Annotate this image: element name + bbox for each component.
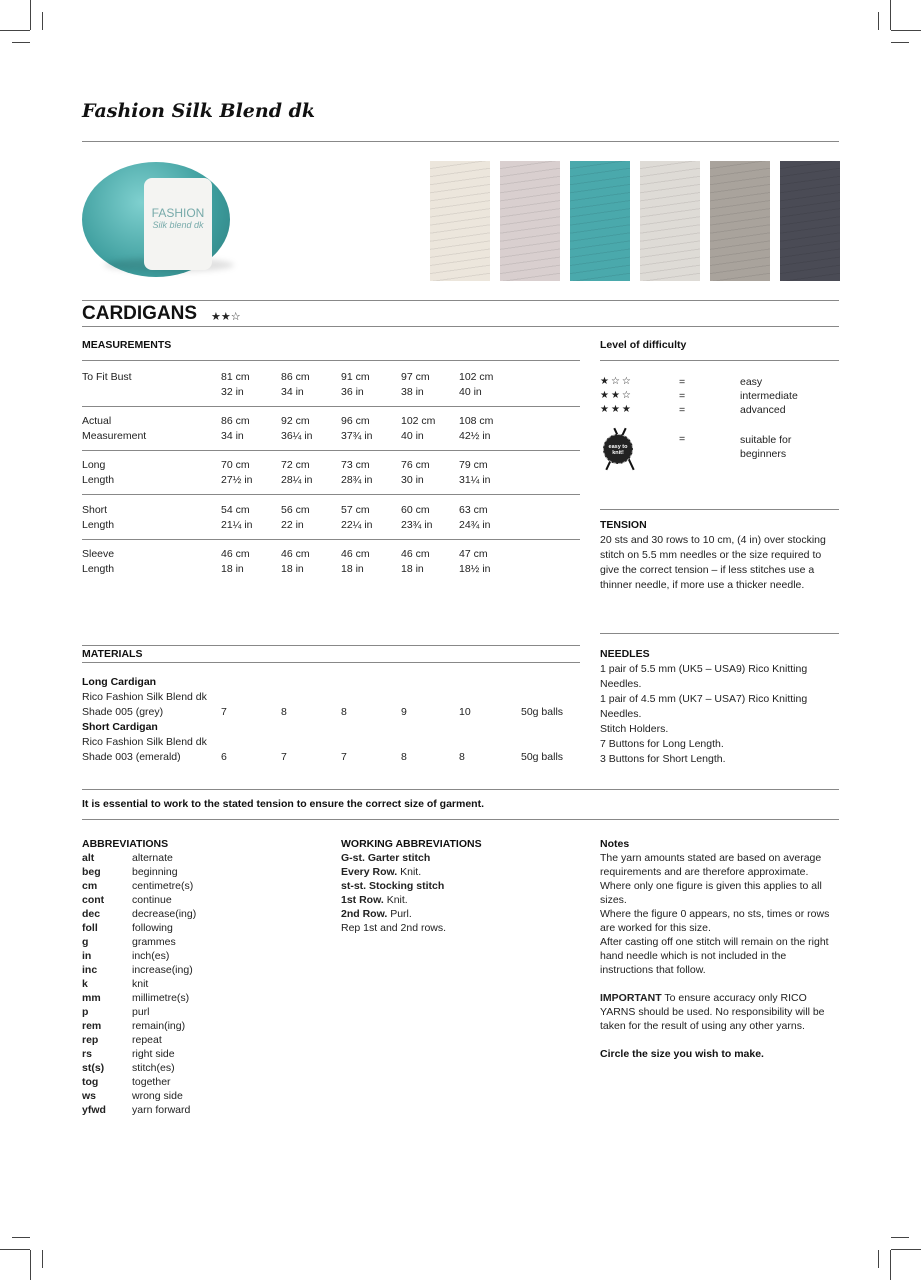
difficulty-label: advanced <box>740 404 786 416</box>
ball-count: 8 <box>401 751 407 763</box>
abbreviation: in <box>82 950 92 962</box>
abbreviation-meaning: repeat <box>132 1034 162 1046</box>
yarn-title: Fashion Silk Blend dk <box>82 100 316 122</box>
divider <box>82 450 580 451</box>
unit: 50g balls <box>521 751 564 763</box>
cm-value: 70 cm <box>221 459 250 471</box>
cm-value: 46 cm <box>401 548 430 560</box>
needle-item: Stitch Holders. <box>600 723 669 735</box>
row-label: Short <box>82 504 108 516</box>
cm-value: 56 cm <box>281 504 310 516</box>
abbreviation: foll <box>82 922 98 934</box>
abbreviation: beg <box>82 866 101 878</box>
abbreviation-item <box>82 991 196 1005</box>
equals: = <box>679 376 686 388</box>
abbreviation: p <box>82 1006 89 1018</box>
abbreviation: k <box>82 978 88 990</box>
cm-value: 97 cm <box>401 371 430 383</box>
row-label: Length <box>82 563 115 575</box>
difficulty-stars: ★★☆ <box>211 311 241 323</box>
tension-title: TENSION <box>600 519 647 531</box>
unit: 50g balls <box>521 706 564 718</box>
ball-count: 9 <box>401 706 407 718</box>
abbreviation-meaning: beginning <box>132 866 178 878</box>
cm-value: 96 cm <box>341 415 370 427</box>
difficulty-title: Level of difficulty <box>600 339 687 351</box>
abbreviation: dec <box>82 908 101 920</box>
tension-warning: It is essential to work to the stated tension to ensure the correct size of garment. <box>82 798 485 810</box>
abbreviation-item <box>82 907 196 921</box>
row-label: Sleeve <box>82 548 115 560</box>
inch-value: 18 in <box>281 563 304 575</box>
cm-value: 73 cm <box>341 459 370 471</box>
abbreviation: rep <box>82 1034 99 1046</box>
row-label: Actual <box>82 415 112 427</box>
measurement-row <box>82 547 580 577</box>
cm-value: 102 cm <box>459 371 494 383</box>
crop-mark <box>891 42 909 43</box>
material-name: Rico Fashion Silk Blend dk <box>82 691 207 703</box>
ball-count: 10 <box>459 706 471 718</box>
difficulty-label: easy <box>740 376 763 388</box>
abbreviation: g <box>82 936 89 948</box>
yarn-swatch <box>570 161 630 281</box>
abbreviation-meaning: purl <box>132 1006 150 1018</box>
measurement-row <box>82 414 580 444</box>
inch-value: 18 in <box>341 563 364 575</box>
needle-item: 1 pair of 5.5 mm (UK5 – USA9) Rico Knitting Needles. <box>600 663 808 690</box>
stars-icon: ★★★ <box>600 404 633 415</box>
cm-value: 108 cm <box>459 415 494 427</box>
working-line <box>341 893 482 907</box>
abbreviation-meaning: millimetre(s) <box>132 992 190 1004</box>
abbreviation-meaning: remain(ing) <box>132 1020 186 1032</box>
abbreviation: cont <box>82 894 105 906</box>
working-text: Rep 1st and 2nd rows. <box>341 922 447 934</box>
abbreviation-meaning: following <box>132 922 173 934</box>
stars-icon: ★☆☆ <box>600 376 633 387</box>
abbreviation-item <box>82 1019 196 1033</box>
ball-count: 8 <box>459 751 465 763</box>
easy-to-knit-badge: easy to knit! <box>601 426 641 472</box>
cm-value: 57 cm <box>341 504 370 516</box>
cm-value: 46 cm <box>341 548 370 560</box>
row-label: Long <box>82 459 106 471</box>
working-bold: Every Row. <box>341 866 398 878</box>
measurement-row <box>82 370 580 400</box>
working-text: Purl. <box>387 908 412 920</box>
cm-value: 60 cm <box>401 504 430 516</box>
abbreviation-meaning: together <box>132 1076 171 1088</box>
materials-title: MATERIALS <box>82 648 143 660</box>
working-bold: G-st. Garter stitch <box>341 852 431 864</box>
row-label: Measurement <box>82 430 147 442</box>
abbreviation-item <box>82 921 196 935</box>
cm-value: 91 cm <box>341 371 370 383</box>
abbreviation-item <box>82 851 196 865</box>
cm-value: 76 cm <box>401 459 430 471</box>
abbreviation-meaning: increase(ing) <box>132 964 193 976</box>
working-line <box>341 879 482 893</box>
crop-mark <box>30 0 31 30</box>
cm-value: 46 cm <box>221 548 250 560</box>
ball-count: 7 <box>221 706 227 718</box>
yarn-swatch <box>500 161 560 281</box>
yarn-swatch <box>640 161 700 281</box>
notes: Notes The yarn amounts stated are based on average requirements and are therefore approximate. Where only one figure is given this applies to all sizes. Where the figure 0 appears, no sts, times or rows are worked for this size. After casting off one stitch will remain on the right hand needle which is not included in the instructions that follow. IMPORTANT To ensure accuracy only RICO YARNS should be used. No responsibility will be taken for the result of using any other yarns. Circle the size you wish to make. <box>600 838 830 1060</box>
row-label: Length <box>82 474 115 486</box>
ball-count: 8 <box>341 706 347 718</box>
measurement-row <box>82 503 580 533</box>
abbreviation-item <box>82 963 196 977</box>
equals: = <box>679 390 686 402</box>
inch-value: 42½ in <box>459 430 491 442</box>
inch-value: 34 in <box>221 430 244 442</box>
inch-value: 28¼ in <box>281 474 313 486</box>
ball-count: 8 <box>281 706 287 718</box>
tension-text: 20 sts and 30 rows to 10 cm, (4 in) over stocking stitch on 5.5 mm needles or the size required to give the correct tension – if less stitches use a thinner needle, if more use a thicker needle. <box>600 534 826 591</box>
crop-mark <box>890 1250 891 1280</box>
abbreviation: cm <box>82 880 98 892</box>
inch-value: 24¾ in <box>459 519 491 531</box>
abbreviation-item <box>82 1033 196 1047</box>
abbreviation-meaning: stitch(es) <box>132 1062 175 1074</box>
material-name: Rico Fashion Silk Blend dk <box>82 736 207 748</box>
measurements-title: MEASUREMENTS <box>82 339 172 351</box>
working-line <box>341 921 482 935</box>
inch-value: 18 in <box>401 563 424 575</box>
cm-value: 86 cm <box>221 415 250 427</box>
abbreviation: inc <box>82 964 98 976</box>
crop-mark <box>42 1250 43 1268</box>
crop-mark <box>30 1250 31 1280</box>
crop-mark <box>891 30 921 31</box>
abbreviation: mm <box>82 992 101 1004</box>
abbreviation-item <box>82 1061 196 1075</box>
working-abbreviations: WORKING ABBREVIATIONS G-st. Garter stitch Every Row. Knit. st-st. Stocking stitch 1st Row. Knit. 2nd Row. Purl. Rep 1st and 2nd rows. <box>341 838 482 934</box>
inch-value: 32 in <box>221 386 244 398</box>
measurement-row <box>82 458 580 488</box>
cm-value: 81 cm <box>221 371 250 383</box>
abbreviation-item <box>82 1103 196 1117</box>
abbreviation-meaning: inch(es) <box>132 950 170 962</box>
inch-value: 34 in <box>281 386 304 398</box>
working-text: Knit. <box>397 866 422 878</box>
needle-item: 1 pair of 4.5 mm (UK7 – USA7) Rico Knitting Needles. <box>600 693 808 720</box>
working-bold: st-st. Stocking stitch <box>341 880 445 892</box>
divider <box>82 494 580 495</box>
abbreviation-meaning: continue <box>132 894 172 906</box>
ball-count: 7 <box>281 751 287 763</box>
abbreviation-item <box>82 935 196 949</box>
cm-value: 47 cm <box>459 548 488 560</box>
crop-mark <box>878 12 879 30</box>
ball-count: 7 <box>341 751 347 763</box>
abbreviations-list: ABBREVIATIONS alt alternate beg beginning cm centimetre(s) cont continue dec decrease(ing) foll following g grammes in inch(es) inc increase(ing) k knit mm millimetre(s) p purl rem remain(ing) rep repeat rs right side st(s) stitch(es) tog together ws wrong side yfwd yarn forward <box>82 838 197 1116</box>
yarn-swatch <box>710 161 770 281</box>
stars-icon: ★★☆ <box>600 390 633 401</box>
inch-value: 18 in <box>221 563 244 575</box>
abbreviation-item <box>82 1089 196 1103</box>
inch-value: 40 in <box>459 386 482 398</box>
abbreviation: st(s) <box>82 1062 105 1074</box>
working-line <box>341 851 482 865</box>
abbreviation: alt <box>82 852 95 864</box>
inch-value: 27½ in <box>221 474 253 486</box>
abbreviation-item <box>82 949 196 963</box>
inch-value: 36¼ in <box>281 430 313 442</box>
crop-mark <box>12 42 30 43</box>
cm-value: 86 cm <box>281 371 310 383</box>
needles-title: NEEDLES <box>600 648 650 660</box>
crop-mark <box>891 1237 909 1238</box>
material-title: Short Cardigan <box>82 721 158 733</box>
abbreviation-item <box>82 1005 196 1019</box>
crop-mark <box>0 30 30 31</box>
working-line <box>341 907 482 921</box>
crop-mark <box>878 1250 879 1268</box>
abbreviation-meaning: yarn forward <box>132 1104 191 1116</box>
material-title: Long Cardigan <box>82 676 157 688</box>
abbreviation: ws <box>82 1090 97 1102</box>
abbreviation-item <box>82 977 196 991</box>
working-bold: 1st Row. <box>341 894 384 906</box>
yarn-swatch <box>780 161 840 281</box>
crop-mark <box>12 1237 30 1238</box>
inch-value: 23¾ in <box>401 519 433 531</box>
ball-count: 6 <box>221 751 227 763</box>
abbreviation-item <box>82 865 196 879</box>
divider <box>82 406 580 407</box>
inch-value: 28¾ in <box>341 474 373 486</box>
row-label: Length <box>82 519 115 531</box>
pattern-heading: CARDIGANS <box>82 303 198 324</box>
crop-mark <box>42 12 43 30</box>
abbreviation-meaning: decrease(ing) <box>132 908 197 920</box>
abbreviation: rem <box>82 1020 102 1032</box>
divider <box>82 539 580 540</box>
inch-value: 22¼ in <box>341 519 373 531</box>
abbreviation-meaning: centimetre(s) <box>132 880 194 892</box>
abbreviation-item <box>82 893 196 907</box>
working-bold: 2nd Row. <box>341 908 388 920</box>
crop-mark <box>891 1249 921 1250</box>
row-label: To Fit Bust <box>82 371 132 383</box>
inch-value: 37¾ in <box>341 430 373 442</box>
inch-value: 40 in <box>401 430 424 442</box>
inch-value: 18½ in <box>459 563 491 575</box>
crop-mark <box>890 0 891 30</box>
inch-value: 21¼ in <box>221 519 253 531</box>
abbreviation-item <box>82 879 196 893</box>
cm-value: 46 cm <box>281 548 310 560</box>
abbreviation: tog <box>82 1076 99 1088</box>
difficulty-label: intermediate <box>740 390 798 402</box>
cm-value: 54 cm <box>221 504 250 516</box>
needle-item: 7 Buttons for Long Length. <box>600 738 724 750</box>
abbreviation: yfwd <box>82 1104 106 1116</box>
cm-value: 102 cm <box>401 415 436 427</box>
abbreviation: rs <box>82 1048 92 1060</box>
crop-mark <box>0 1249 30 1250</box>
working-line <box>341 865 482 879</box>
abbreviation-meaning: grammes <box>132 936 176 948</box>
working-text: Knit. <box>383 894 408 906</box>
abbreviation-item <box>82 1047 196 1061</box>
cm-value: 63 cm <box>459 504 488 516</box>
inch-value: 38 in <box>401 386 424 398</box>
inch-value: 31¼ in <box>459 474 491 486</box>
material-shade: Shade 003 (emerald) <box>82 751 181 763</box>
yarn-ball-image: FASHION Silk blend dk <box>82 160 242 285</box>
abbreviation-meaning: alternate <box>132 852 173 864</box>
needles-list <box>600 662 825 767</box>
equals: = <box>679 404 686 416</box>
cm-value: 79 cm <box>459 459 488 471</box>
abbreviation-item <box>82 1075 196 1089</box>
cm-value: 92 cm <box>281 415 310 427</box>
abbreviation-meaning: wrong side <box>132 1090 183 1102</box>
needle-item: 3 Buttons for Short Length. <box>600 753 726 765</box>
abbreviation-meaning: knit <box>132 978 149 990</box>
inch-value: 36 in <box>341 386 364 398</box>
inch-value: 30 in <box>401 474 424 486</box>
yarn-swatch <box>430 161 490 281</box>
inch-value: 22 in <box>281 519 304 531</box>
abbreviation-meaning: right side <box>132 1048 175 1060</box>
cm-value: 72 cm <box>281 459 310 471</box>
material-shade: Shade 005 (grey) <box>82 706 164 718</box>
